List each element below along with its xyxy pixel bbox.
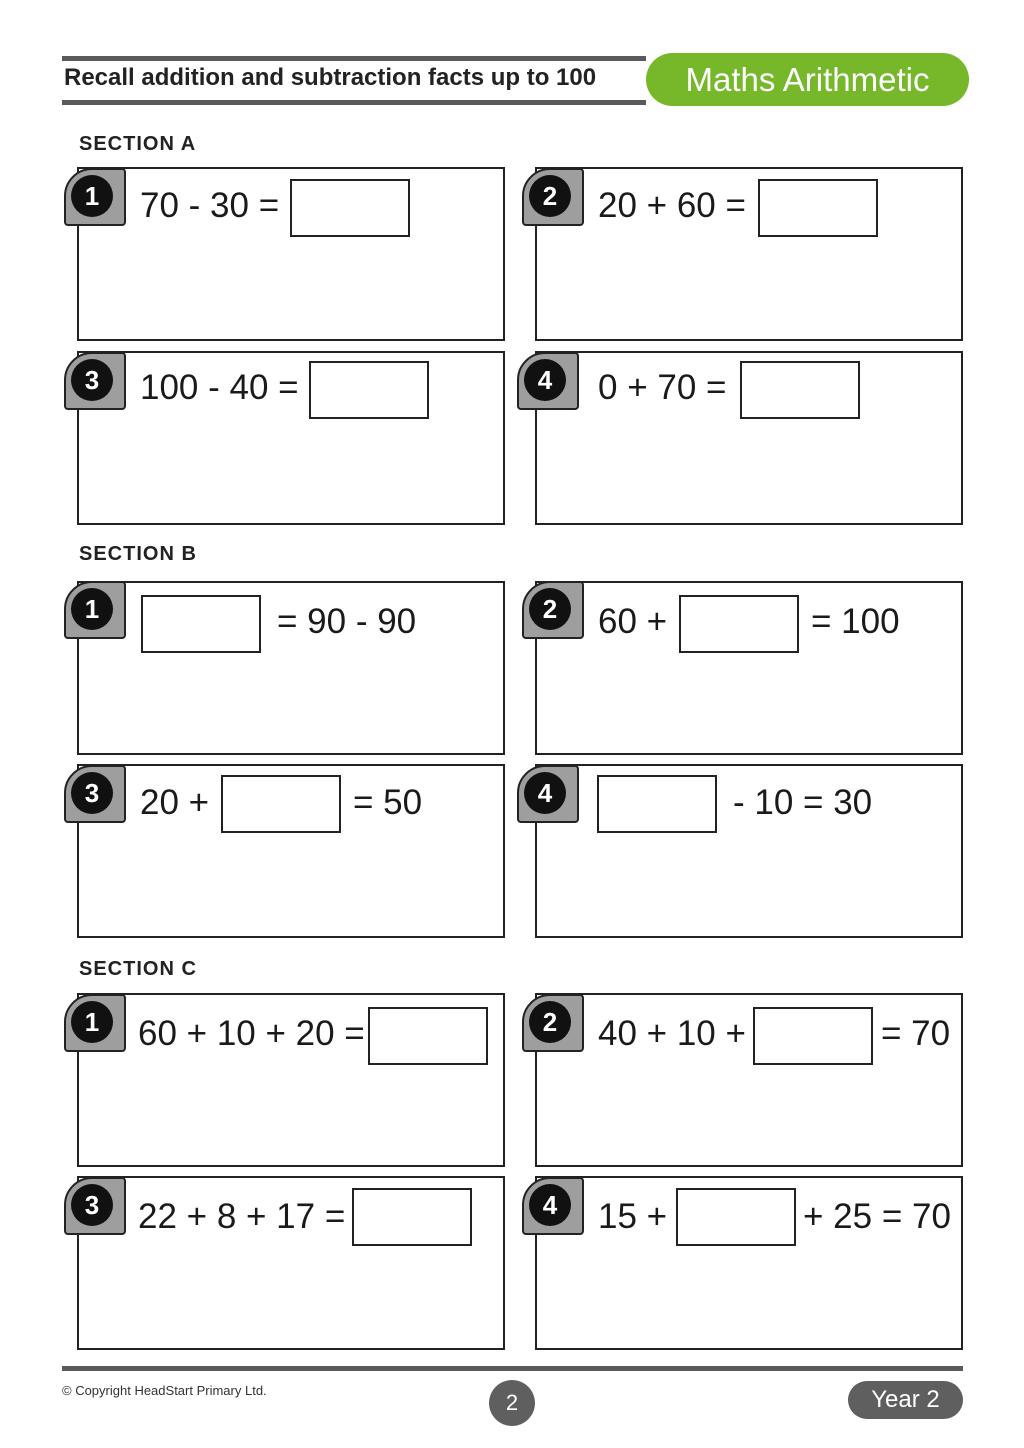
question-number-text: 2 xyxy=(529,1001,571,1043)
equation-text: 15 + xyxy=(598,1197,668,1236)
question-number-text: 1 xyxy=(71,175,113,217)
question-number-a1 xyxy=(64,168,126,226)
equation-text: + 25 = 70 xyxy=(803,1197,951,1236)
equation-text: 100 - 40 = xyxy=(140,368,299,407)
answer-box[interactable] xyxy=(309,361,429,419)
answer-box[interactable] xyxy=(758,179,878,237)
question-number-a3 xyxy=(64,352,126,410)
equation-text: 60 + xyxy=(598,602,668,641)
equation-text: = 100 xyxy=(811,602,900,641)
equation-text: 0 + 70 = xyxy=(598,368,727,407)
question-number-c3 xyxy=(64,1177,126,1235)
section-a-label: SECTION A xyxy=(79,133,197,155)
question-number-text: 2 xyxy=(529,588,571,630)
question-number-text: 1 xyxy=(71,588,113,630)
equation-text: 20 + 60 = xyxy=(598,186,746,225)
question-number-text: 4 xyxy=(524,772,566,814)
footer-rule xyxy=(62,1366,963,1371)
year-badge: Year 2 xyxy=(848,1381,963,1419)
equation-text: = 90 - 90 xyxy=(277,602,417,641)
answer-box[interactable] xyxy=(290,179,410,237)
equation-text: 20 + xyxy=(140,783,210,822)
answer-box[interactable] xyxy=(679,595,799,653)
question-number-text: 4 xyxy=(524,359,566,401)
section-b-label: SECTION B xyxy=(79,543,197,565)
worksheet-title: Recall addition and subtraction facts up to 100 xyxy=(64,64,597,91)
question-number-text: 3 xyxy=(71,359,113,401)
header-rule-bottom xyxy=(62,100,646,105)
section-c-label: SECTION C xyxy=(79,958,197,980)
question-number-b4 xyxy=(517,765,579,823)
equation-text: - 10 = 30 xyxy=(733,783,873,822)
equation-text: 70 - 30 = xyxy=(140,186,280,225)
question-number-b2 xyxy=(522,581,584,639)
equation-text: = 70 xyxy=(881,1014,951,1053)
copyright-text: © Copyright HeadStart Primary Ltd. xyxy=(62,1383,267,1398)
equation-text: 60 + 10 + 20 = xyxy=(138,1014,365,1053)
answer-box[interactable] xyxy=(597,775,717,833)
question-number-b1 xyxy=(64,581,126,639)
question-number-c2 xyxy=(522,994,584,1052)
question-number-text: 3 xyxy=(71,1184,113,1226)
answer-box[interactable] xyxy=(352,1188,472,1246)
header-rule-top xyxy=(62,56,646,61)
answer-box[interactable] xyxy=(141,595,261,653)
page-number-badge: 2 xyxy=(489,1380,535,1426)
answer-box[interactable] xyxy=(740,361,860,419)
answer-box[interactable] xyxy=(368,1007,488,1065)
equation-text: = 50 xyxy=(353,783,423,822)
question-number-a4 xyxy=(517,352,579,410)
equation-text: 40 + 10 + xyxy=(598,1014,746,1053)
question-number-text: 1 xyxy=(71,1001,113,1043)
answer-box[interactable] xyxy=(221,775,341,833)
subject-badge: Maths Arithmetic xyxy=(646,53,969,106)
answer-box[interactable] xyxy=(753,1007,873,1065)
question-number-text: 2 xyxy=(529,175,571,217)
question-number-text: 3 xyxy=(71,772,113,814)
equation-text: 22 + 8 + 17 = xyxy=(138,1197,346,1236)
question-number-c4 xyxy=(522,1177,584,1235)
question-number-a2 xyxy=(522,168,584,226)
question-number-text: 4 xyxy=(529,1184,571,1226)
question-number-b3 xyxy=(64,765,126,823)
question-number-c1 xyxy=(64,994,126,1052)
answer-box[interactable] xyxy=(676,1188,796,1246)
